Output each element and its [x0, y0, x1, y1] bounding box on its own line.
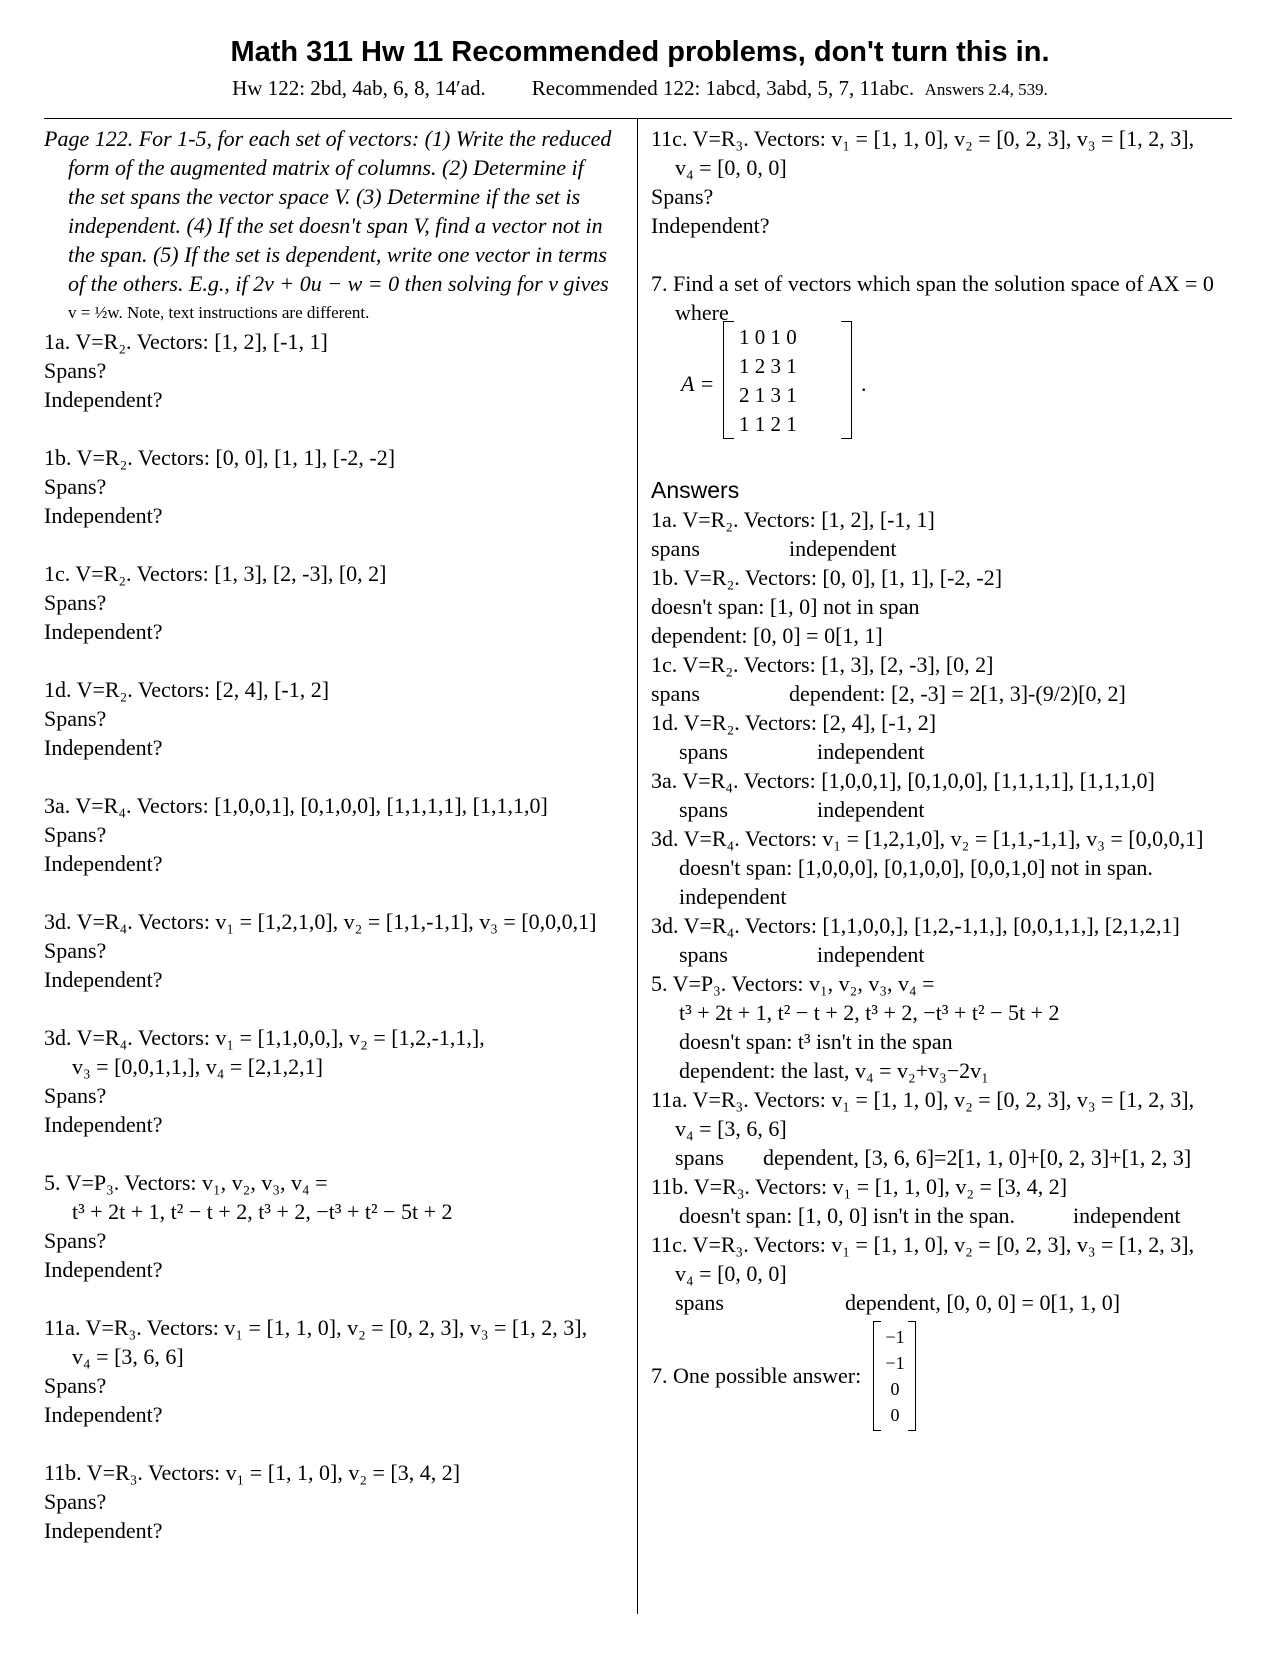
- spans-text: spans: [651, 536, 700, 561]
- answer-1b-dependent: dependent: [0, 0] = 0[1, 1]: [651, 623, 883, 648]
- answer-5-polys: t³ + 2t + 1, t² − t + 2, t³ + 2, −t³ + t² − 5t + 2: [679, 1000, 1060, 1025]
- independent-question: Independent?: [44, 851, 163, 876]
- answer-7-label: 7. One possible answer:: [651, 1363, 862, 1388]
- left-bracket: [723, 321, 734, 439]
- right-bracket: [841, 321, 852, 439]
- answer-11c: 11c. V=R₃. Vectors: v₁ = [1, 1, 0], v₂ = [0, 2, 3], v₃ = [1, 2, 3],: [651, 1232, 1195, 1257]
- instructions: [44, 124, 634, 327]
- independent-question: Independent?: [44, 503, 163, 528]
- answer-11b-result: [651, 1201, 1251, 1230]
- intro-line-4: independent. (4) If the set doesn't span V, find a vector not in: [68, 213, 603, 238]
- spans-question: Spans?: [44, 822, 107, 847]
- intro-line-3: the set spans the vector space V. (3) Determine if the set is: [68, 184, 581, 209]
- spans-text: spans: [679, 942, 728, 967]
- problem-1a: 1a. V=R₂. Vectors: [1, 2], [-1, 1]: [44, 329, 328, 354]
- spans-question: Spans?: [651, 184, 714, 209]
- problem-1b: 1b. V=R₂. Vectors: [0, 0], [1, 1], [-2, -2]: [44, 445, 396, 470]
- answer-1b: 1b. V=R₂. Vectors: [0, 0], [1, 1], [-2, -2]: [651, 565, 1003, 590]
- answers-ref: Answers 2.4, 539.: [924, 80, 1048, 99]
- independent-question: Independent?: [44, 1257, 163, 1282]
- independent-text: independent: [817, 942, 925, 967]
- problem-3d-second-cont: v₃ = [0,0,1,1,], v₄ = [2,1,2,1]: [72, 1054, 323, 1079]
- answer-3a: 3a. V=R₄. Vectors: [1,0,0,1], [0,1,0,0], [1,1,1,1], [1,1,1,0]: [651, 768, 1155, 793]
- intro-line-1: Page 122. For 1-5, for each set of vectors: (1) Write the reduced: [44, 126, 612, 151]
- problem-3d-second: 3d. V=R₄. Vectors: v₁ = [1,1,0,0,], v₂ = [1,2,-1,1,],: [44, 1025, 485, 1050]
- spans-question: Spans?: [44, 1373, 107, 1398]
- spans-question: Spans?: [44, 1228, 107, 1253]
- answer-1c: 1c. V=R₂. Vectors: [1, 3], [2, -3], [0, 2]: [651, 652, 994, 677]
- independent-question: Independent?: [44, 735, 163, 760]
- intro-line-2: form of the augmented matrix of columns. (2) Determine if: [68, 155, 584, 180]
- matrix-row: 1 1 2 1: [739, 412, 797, 436]
- problem-5-polys: t³ + 2t + 1, t² − t + 2, t³ + 2, −t³ + t² − 5t + 2: [72, 1199, 453, 1224]
- vector-entry: 0: [890, 1379, 900, 1399]
- hw-problems: Hw 122: 2bd, 4ab, 6, 8, 14′ad.: [232, 76, 486, 100]
- answer-3d-second-result: [651, 940, 1251, 969]
- independent-question: Independent?: [44, 1402, 163, 1427]
- answer-5: 5. V=P₃. Vectors: v₁, v₂, v₃, v₄ =: [651, 971, 935, 996]
- problem-11a-cont: v₄ = [3, 6, 6]: [72, 1344, 184, 1369]
- spans-question: Spans?: [44, 590, 107, 615]
- answer-7-vector: [873, 1321, 917, 1429]
- problem-11a: 11a. V=R₃. Vectors: v₁ = [1, 1, 0], v₂ = [0, 2, 3], v₃ = [1, 2, 3],: [44, 1315, 588, 1340]
- problem-3d: 3d. V=R₄. Vectors: v₁ = [1,2,1,0], v₂ = [1,1,-1,1], v₃ = [0,0,0,1]: [44, 909, 597, 934]
- matrix-label: A =: [681, 371, 715, 396]
- problem-11b: 11b. V=R₃. Vectors: v₁ = [1, 1, 0], v₂ = [3, 4, 2]: [44, 1460, 461, 1485]
- independent-question: Independent?: [651, 213, 770, 238]
- problem-1d: 1d. V=R₂. Vectors: [2, 4], [-1, 2]: [44, 677, 330, 702]
- independent-question: Independent?: [44, 619, 163, 644]
- problem-5: 5. V=P₃. Vectors: v₁, v₂, v₃, v₄ =: [44, 1170, 328, 1195]
- answers-column: [651, 124, 1251, 1431]
- page-title: Math 311 Hw 11 Recommended problems, don't turn this in.: [230, 36, 1050, 68]
- answer-1b-span: doesn't span: [1, 0] not in span: [651, 594, 920, 619]
- problem-7-where: where: [675, 300, 729, 325]
- spans-text: spans: [675, 1145, 724, 1170]
- answer-1c-result: [651, 679, 1251, 708]
- answer-3a-result: [651, 795, 1251, 824]
- spans-question: Spans?: [44, 706, 107, 731]
- intro-line-5: the span. (5) If the set is dependent, write one vector in terms: [68, 242, 607, 267]
- answer-3d-independent: independent: [679, 884, 787, 909]
- vector-entry: −1: [885, 1327, 905, 1347]
- problem-11c-cont: v₄ = [0, 0, 0]: [675, 155, 787, 180]
- spans-question: Spans?: [44, 938, 107, 963]
- vector-entry: −1: [885, 1353, 905, 1373]
- independent-question: Independent?: [44, 967, 163, 992]
- problems-column: [44, 124, 634, 1545]
- answer-11a-cont: v₄ = [3, 6, 6]: [675, 1116, 787, 1141]
- answers-heading: Answers: [651, 477, 740, 503]
- dependent-text: dependent, [0, 0, 0] = 0[1, 1, 0]: [845, 1290, 1121, 1315]
- intro-line-6: of the others. E.g., if 2v + 0u − w = 0 then solving for v gives: [68, 271, 609, 296]
- answer-1a-result: [651, 534, 1251, 563]
- recommended-problems: Recommended 122: 1abcd, 3abd, 5, 7, 11abc.: [531, 76, 915, 100]
- answer-3d-span: doesn't span: [1,0,0,0], [0,1,0,0], [0,0,1,0] not in span.: [679, 855, 1153, 880]
- assignment-line: [0, 76, 1280, 101]
- spans-text: spans: [679, 797, 728, 822]
- spans-text: spans: [675, 1290, 724, 1315]
- spans-question: Spans?: [44, 474, 107, 499]
- answer-11a-result: [651, 1143, 1251, 1172]
- answer-1d-result: [651, 737, 1251, 766]
- intro-line-7: v = ½w. Note, text instructions are different.: [68, 303, 370, 322]
- independent-text: independent: [817, 797, 925, 822]
- matrix-row: 1 2 3 1: [739, 354, 797, 378]
- column-divider: [637, 118, 638, 1614]
- answer-3d: 3d. V=R₄. Vectors: v₁ = [1,2,1,0], v₂ = [1,1,-1,1], v₃ = [0,0,0,1]: [651, 826, 1204, 851]
- right-bracket: [908, 1321, 916, 1431]
- answer-11a: 11a. V=R₃. Vectors: v₁ = [1, 1, 0], v₂ = [0, 2, 3], v₃ = [1, 2, 3],: [651, 1087, 1195, 1112]
- span-text: doesn't span: [1, 0, 0] isn't in the span.: [679, 1203, 1016, 1228]
- answer-11b: 11b. V=R₃. Vectors: v₁ = [1, 1, 0], v₂ = [3, 4, 2]: [651, 1174, 1068, 1199]
- answer-5-span: doesn't span: t³ isn't in the span: [679, 1029, 953, 1054]
- answer-11c-cont: v₄ = [0, 0, 0]: [675, 1261, 787, 1286]
- header-divider: [44, 118, 1232, 119]
- spans-question: Spans?: [44, 1083, 107, 1108]
- independent-text: independent: [817, 739, 925, 764]
- answer-1a: 1a. V=R₂. Vectors: [1, 2], [-1, 1]: [651, 507, 935, 532]
- matrix-row: 2 1 3 1: [739, 383, 797, 407]
- spans-question: Spans?: [44, 358, 107, 383]
- spans-question: Spans?: [44, 1489, 107, 1514]
- matrix-row: 1 0 1 0: [739, 325, 797, 349]
- spans-text: spans: [679, 739, 728, 764]
- matrix-body: [723, 321, 867, 441]
- vector-entry: 0: [890, 1405, 900, 1425]
- problem-7: 7. Find a set of vectors which span the solution space of AX = 0: [651, 271, 1214, 296]
- problem-1c: 1c. V=R₂. Vectors: [1, 3], [2, -3], [0, 2]: [44, 561, 387, 586]
- answer-7: [651, 1321, 1251, 1431]
- problem-3a: 3a. V=R₄. Vectors: [1,0,0,1], [0,1,0,0], [1,1,1,1], [1,1,1,0]: [44, 793, 548, 818]
- matrix-period: .: [861, 371, 867, 396]
- independent-text: independent: [1073, 1203, 1181, 1228]
- answer-3d-second: 3d. V=R₄. Vectors: [1,1,0,0,], [1,2,-1,1,], [0,0,1,1,], [2,1,2,1]: [651, 913, 1180, 938]
- problem-11c: 11c. V=R₃. Vectors: v₁ = [1, 1, 0], v₂ = [0, 2, 3], v₃ = [1, 2, 3],: [651, 126, 1195, 151]
- answer-5-dependent: dependent: the last, v₄ = v₂+v₃−2v₁: [679, 1058, 989, 1083]
- independent-question: Independent?: [44, 387, 163, 412]
- answer-1d: 1d. V=R₂. Vectors: [2, 4], [-1, 2]: [651, 710, 937, 735]
- dependent-text: dependent, [3, 6, 6]=2[1, 1, 0]+[0, 2, 3]+[1, 2, 3]: [763, 1145, 1192, 1170]
- dependent-text: dependent: [2, -3] = 2[1, 3]-(9/2)[0, 2]: [789, 681, 1126, 706]
- independent-text: independent: [789, 536, 897, 561]
- spans-text: spans: [651, 681, 700, 706]
- matrix-a: [651, 327, 1251, 447]
- independent-question: Independent?: [44, 1518, 163, 1543]
- independent-question: Independent?: [44, 1112, 163, 1137]
- answer-11c-result: [651, 1288, 1251, 1317]
